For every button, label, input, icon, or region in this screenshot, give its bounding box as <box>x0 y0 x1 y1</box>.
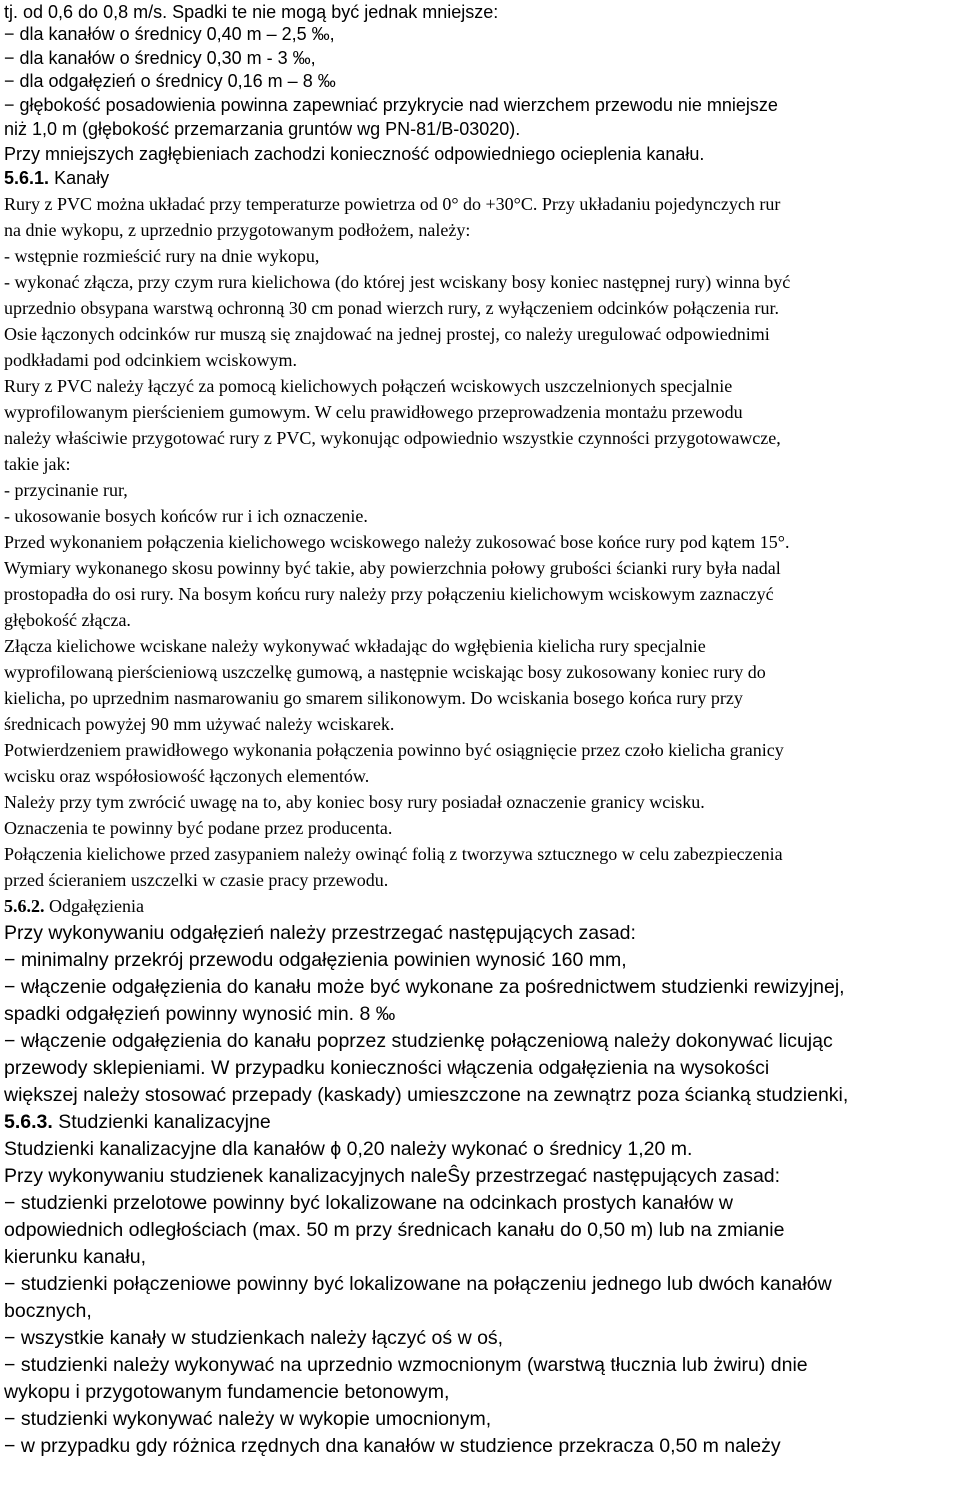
text-line: Przy wykonywaniu studzienek kanalizacyjnych naleŜy przestrzegać następujących zasad: <box>4 1165 781 1187</box>
section-number: 5.6.1. <box>4 168 50 188</box>
list-item: − dla odgałęzień o średnicy 0,16 m – 8 ‰ <box>4 69 954 93</box>
text-line: podkładami pod odcinkiem wciskowym. <box>4 350 297 370</box>
list-item: − studzienki połączeniowe powinny być lokalizowane na połączeniu jednego lub dwóch kanałów <box>4 1271 954 1297</box>
text-line: kielicha, po uprzednim nasmarowaniu go smarem silikonowym. Do wciskania bosego końca rury przy <box>4 688 743 708</box>
text-line: bocznych, <box>4 1300 92 1322</box>
text-line: Osie łączonych odcinków rur muszą się znajdować na jednej prostej, co należy uregulować odpowiednimi <box>4 324 770 344</box>
list-item: − studzienki przelotowe powinny być lokalizowane na odcinkach prostych kanałów w <box>4 1190 954 1216</box>
text-line: Oznaczenia te powinny być podane przez producenta. <box>4 818 393 838</box>
text-line: Potwierdzeniem prawidłowego wykonania połączenia powinno być osiągnięcie przez czoło kielicha granicy <box>4 740 784 760</box>
text-line: należy właściwie przygotować rury z PVC, wykonując odpowiednio wszystkie czynności przygotowawcze, <box>4 428 781 448</box>
text-line: uprzednio obsypana warstwą ochronną 30 cm ponad wierzch rury, z wyłączeniem odcinków połączenia rur. <box>4 298 780 318</box>
text-line: wyprofilowaną pierścieniową uszczelkę gumową, a następnie wciskając bosy zukosowany koniec rury do <box>4 662 766 682</box>
text-line: - wstępnie rozmieścić rury na dnie wykopu, <box>4 246 320 266</box>
list-item: − w przypadku gdy różnica rzędnych dna kanałów w studzience przekracza 0,50 m należy <box>4 1433 954 1459</box>
text-line: Przy mniejszych zagłębieniach zachodzi konieczność odpowiedniego ocieplenia kanału. <box>4 144 705 164</box>
section-title: Odgałęzienia <box>49 896 144 916</box>
list-item: − włączenie odgałęzienia do kanału może być wykonane za pośrednictwem studzienki rewizyjnej, <box>4 974 954 1000</box>
text-line: Złącza kielichowe wciskane należy wykonywać wkładając do wgłębienia kielicha rury specjalnie <box>4 636 706 656</box>
text-line: takie jak: <box>4 454 71 474</box>
section-title: Kanały <box>54 168 110 188</box>
section-title: Studzienki kanalizacyjne <box>58 1111 271 1133</box>
text-line: niż 1,0 m (głębokość przemarzania gruntów wg PN-81/B-03020). <box>4 119 521 139</box>
text-line: - ukosowanie bosych końców rur i ich oznaczenie. <box>4 506 368 526</box>
text-line: Studzienki kanalizacyjne dla kanałów ϕ 0,20 należy wykonać o średnicy 1,20 m. <box>4 1138 693 1160</box>
text-line: wyprofilowanym pierścieniem gumowym. W celu prawidłowego przeprowadzenia montażu przewodu <box>4 402 743 422</box>
section-heading <box>4 894 954 918</box>
list-item: − wszystkie kanały w studzienkach należy łączyć oś w oś, <box>4 1325 954 1351</box>
text-line: na dnie wykopu, z uprzednio przygotowanym podłożem, należy: <box>4 220 471 240</box>
text-line: średnicach powyżej 90 mm używać należy wciskarek. <box>4 714 395 734</box>
text-line: wykopu i przygotowanym fundamencie betonowym, <box>4 1381 450 1403</box>
list-item: − głębokość posadowienia powinna zapewniać przykrycie nad wierzchem przewodu nie mniejsze <box>4 93 954 117</box>
text-line: przewody sklepieniami. W przypadku konieczności włączenia odgałęzienia na wysokości <box>4 1057 770 1079</box>
text-line: Przed wykonaniem połączenia kielichowego wciskowego należy zukosować bose końce rury pod kątem 15°. <box>4 532 790 552</box>
list-item: − minimalny przekrój przewodu odgałęzienia powinien wynosić 160 mm, <box>4 947 954 973</box>
text-line: głębokość złącza. <box>4 610 131 630</box>
text-line: Połączenia kielichowe przed zasypaniem należy owinąć folią z tworzywa sztucznego w celu zabezpieczenia <box>4 844 783 864</box>
text-line: spadki odgałęzień powinny wynosić min. 8 ‰ <box>4 1003 396 1025</box>
text-line: Przy wykonywaniu odgałęzień należy przestrzegać następujących zasad: <box>4 922 636 944</box>
text-line: przed ścieraniem uszczelki w czasie pracy przewodu. <box>4 870 389 890</box>
text-line: Wymiary wykonanego skosu powinny być takie, aby powierzchnia połowy grubości ścianki rury była nadal <box>4 558 781 578</box>
text-line: wcisku oraz współosiowość łączonych elementów. <box>4 766 370 786</box>
section-heading <box>4 166 954 190</box>
text-line: odpowiednich odległościach (max. 50 m przy średnicach kanału do 0,50 m) lub na zmianie <box>4 1219 785 1241</box>
list-item: − studzienki wykonywać należy w wykopie umocnionym, <box>4 1406 954 1432</box>
section-heading <box>4 1109 954 1135</box>
section-number: 5.6.3. <box>4 1111 53 1133</box>
section-number: 5.6.2. <box>4 896 45 916</box>
text-line: - wykonać złącza, przy czym rura kielichowa (do której jest wciskany bosy koniec następnej rury) winna być <box>4 272 791 292</box>
text-line: kierunku kanału, <box>4 1246 147 1268</box>
text-line: Rury z PVC można układać przy temperaturze powietrza od 0° do +30°C. Przy układaniu pojedynczych rur <box>4 194 781 214</box>
text-line: tj. od 0,6 do 0,8 m/s. Spadki te nie mogą być jednak mniejsze: <box>4 2 499 22</box>
text-line: Rury z PVC należy łączyć za pomocą kielichowych połączeń wciskowych uszczelnionych specjalnie <box>4 376 733 396</box>
list-item: − dla kanałów o średnicy 0,40 m – 2,5 ‰, <box>4 22 954 46</box>
list-item: − studzienki należy wykonywać na uprzednio wzmocnionym (warstwą tłucznia lub żwiru) dnie <box>4 1352 954 1378</box>
text-line: - przycinanie rur, <box>4 480 128 500</box>
text-line: prostopadła do osi rury. Na bosym końcu rury należy przy połączeniu kielichowym wciskowym zaznaczyć <box>4 584 774 604</box>
list-item: − dla kanałów o średnicy 0,30 m - 3 ‰, <box>4 46 954 70</box>
text-line: Należy przy tym zwrócić uwagę na to, aby koniec bosy rury posiadał oznaczenie granicy wcisku. <box>4 792 705 812</box>
list-item: − włączenie odgałęzienia do kanału poprzez studzienkę połączeniową należy dokonywać licując <box>4 1028 954 1054</box>
text-line: większej należy stosować przepady (kaskady) umieszczone na zewnątrz poza ścianką studzienki, <box>4 1084 849 1106</box>
